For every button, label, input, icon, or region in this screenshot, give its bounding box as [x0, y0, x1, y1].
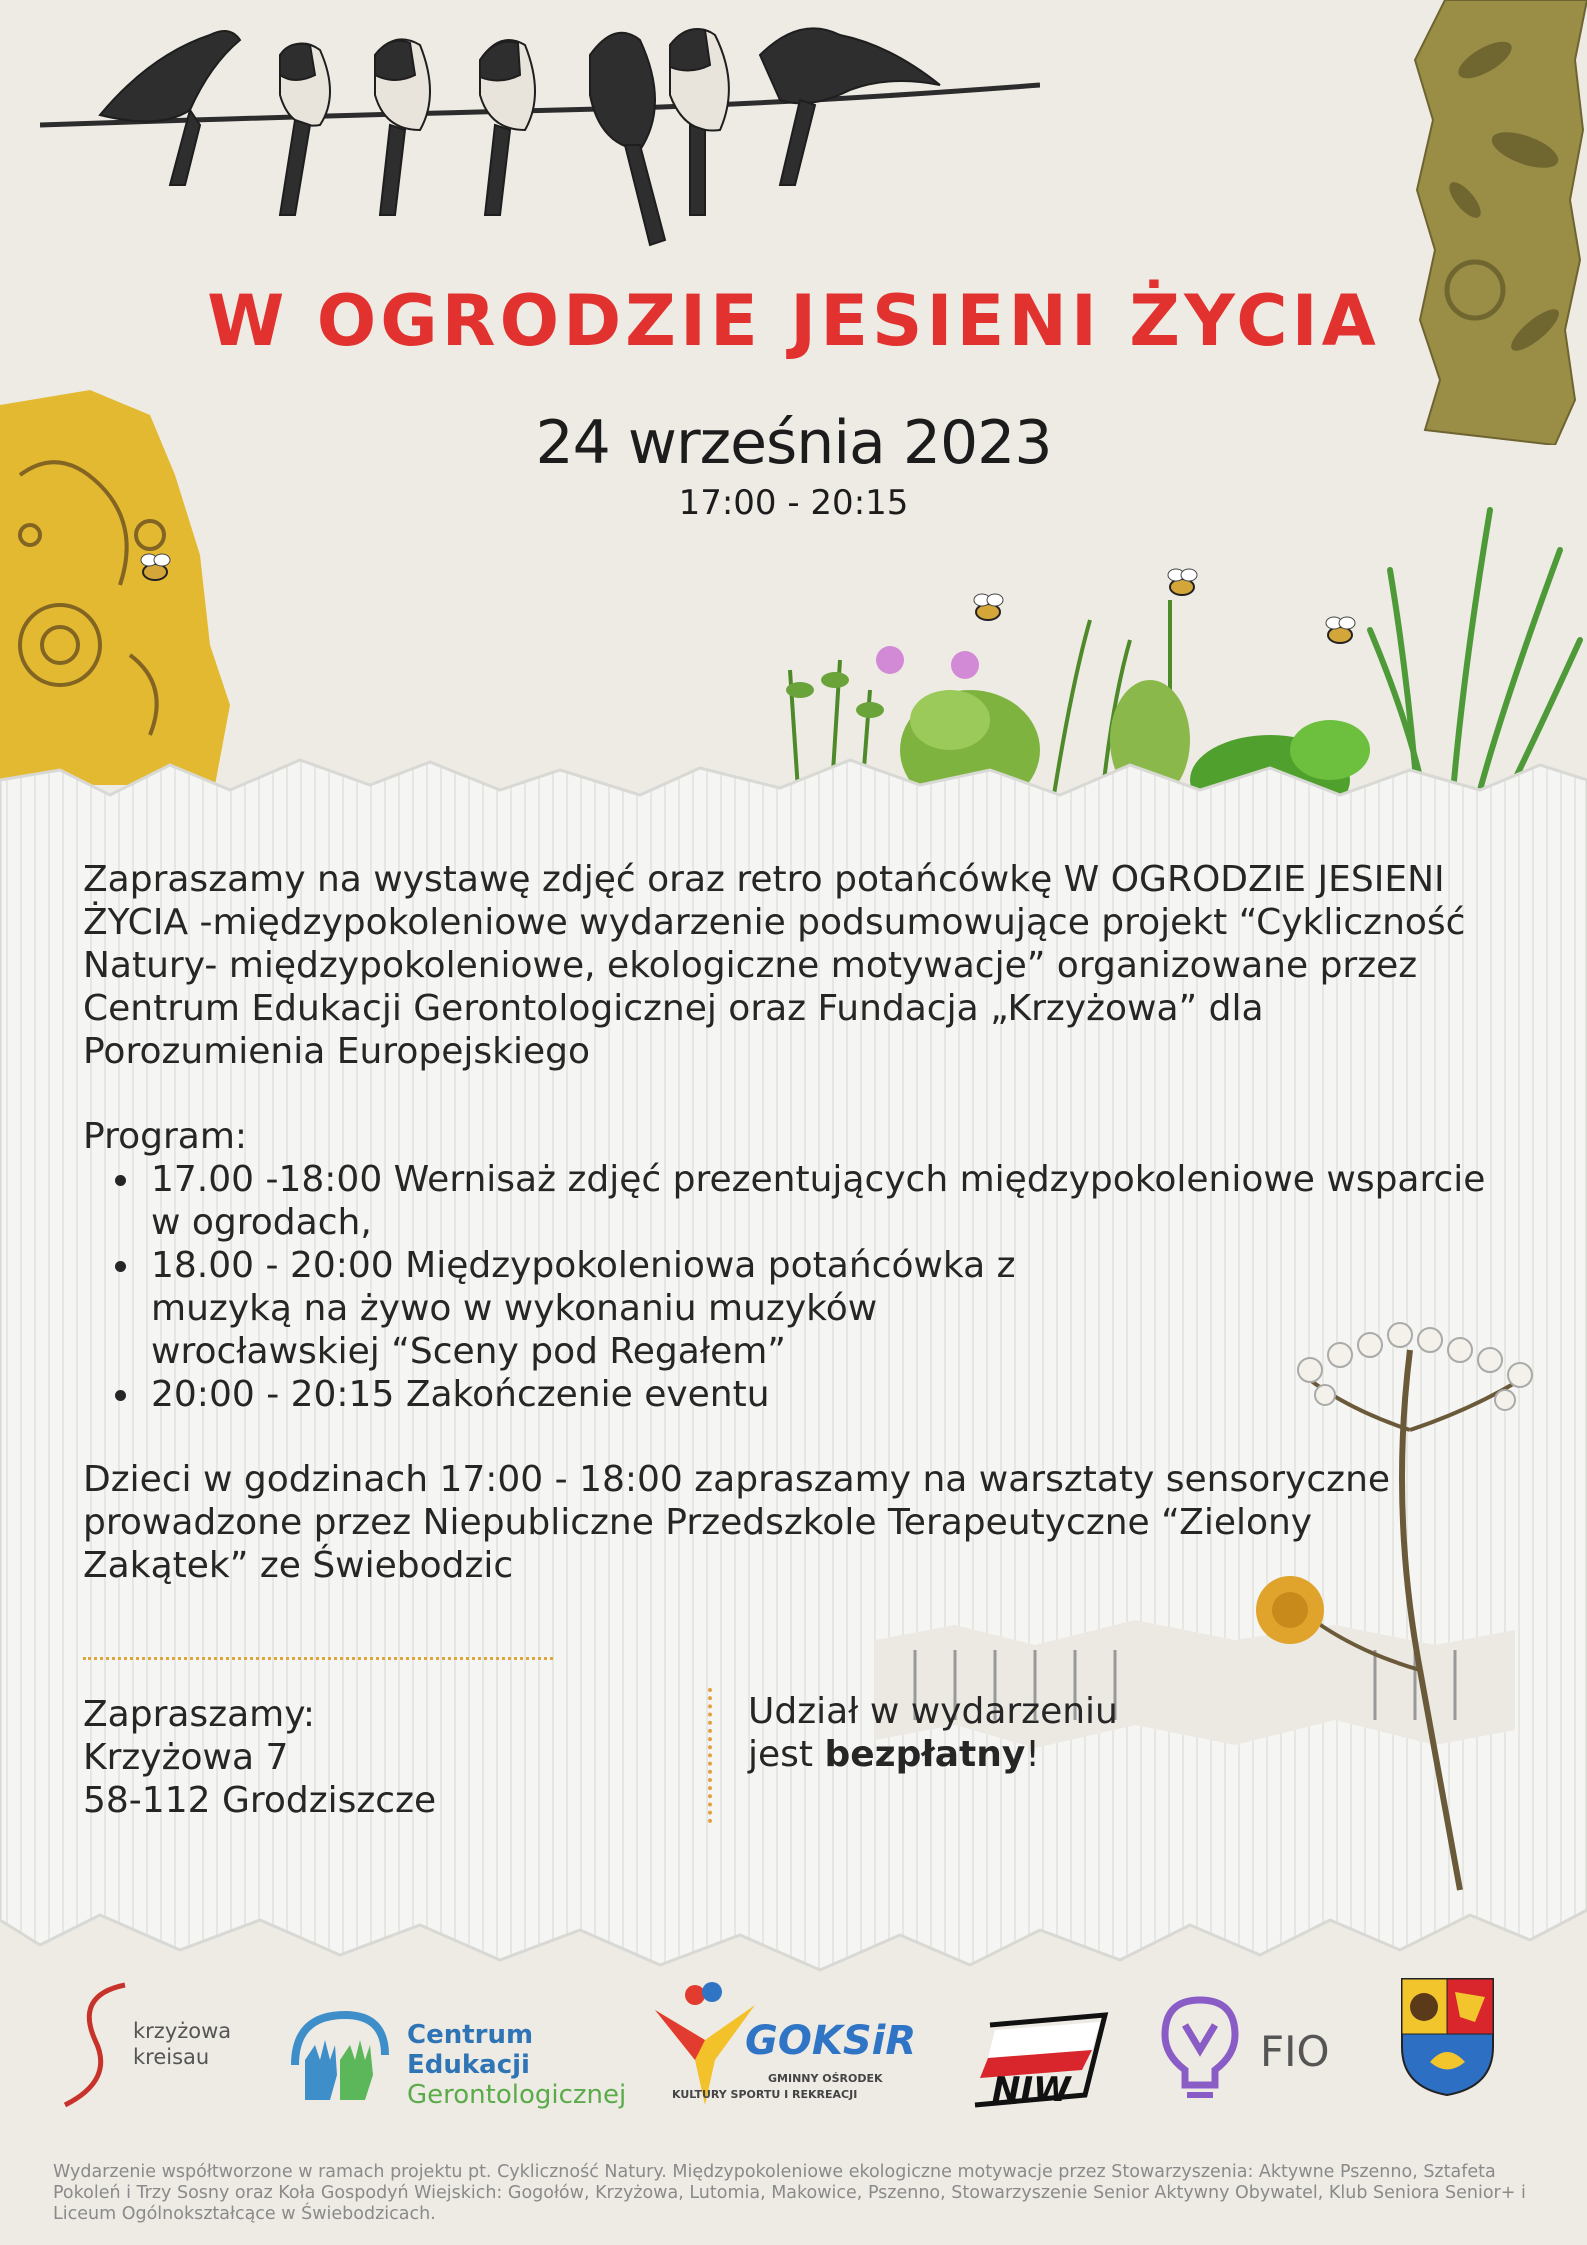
vertical-dotted-divider: [708, 1688, 712, 1823]
intro-text: Zapraszamy na wystawę zdjęć oraz retro potańcówkę W OGRODZIE JESIENI ŻYCIA -międzypokoleniowe wydarzenie podsumowujące projekt “Cykliczność Natury- międzypokoleniowe, ekologiczne motywacje” organizowane przez Centrum Edukacji Gerontologicznej oraz Fundacja „Krzyżowa” dla Porozumienia Europejskiego: [83, 859, 1466, 1072]
footer-note: Wydarzenie współtworzone w ramach projektu pt. Cykliczność Natury. Międzypokoleniowe ekologiczne motywacje przez Stowarzyszenia: Aktywne Pszenno, Sztafeta Pokoleń i Trzy Sosny oraz Koła Gospodyń Wiejskich: Gogołów, Krzyżowa, Lutomia, Makowice, Pszenno, Stowarzyszenie Senior Aktywny Obywatel, Klub Seniora Senior+ i Liceum Ogólnokształcące w Świebodzicach.: [53, 2162, 1526, 2224]
yellow-patterned-paper: [0, 385, 230, 785]
program-item: 17.00 -18:00 Wernisaż zdjęć prezentujących międzypokoleniowe wsparcie w ogrodach,: [83, 1158, 1503, 1244]
krzyzowa-logo-text: [133, 2018, 231, 2070]
krzyzowa-line1: krzyżowa: [133, 2019, 232, 2043]
ceg-line1: Centrum Edukacji: [407, 2020, 534, 2080]
niw-text: NIW: [992, 2070, 1071, 2110]
program-item: 20:00 - 20:15 Zakończenie eventu: [83, 1373, 1503, 1416]
event-title: W OGRODZIE JESIENI ŻYCIA: [207, 280, 1380, 362]
main-content: [83, 858, 1503, 1587]
patterned-paper-strip: [1405, 0, 1587, 445]
hands-icon: [285, 2005, 395, 2105]
free-label: bezpłatny: [824, 1734, 1026, 1775]
participation-prefix: jest: [748, 1734, 825, 1775]
swallows-on-wire: [40, 15, 1040, 265]
krzyzowa-line2: kreisau: [133, 2045, 210, 2069]
event-time: 17:00 - 20:15: [678, 483, 909, 523]
program-item: 18.00 - 20:00 Międzypokoleniowa potańcówka z muzyką na żywo w wykonaniu muzyków wrocławskiej “Sceny pod Regałem”: [83, 1244, 1503, 1373]
participation-note: [748, 1690, 1118, 1776]
event-date: 24 września 2023: [535, 408, 1052, 478]
coat-of-arms: [1400, 1977, 1495, 2097]
participation-line1: Udział w wydarzeniu: [748, 1691, 1118, 1732]
goksir-logo: [650, 1980, 930, 2110]
bee-icon: [135, 552, 175, 586]
ceg-line2: Gerontologicznej: [407, 2080, 627, 2110]
address-block: [83, 1693, 436, 1822]
lightbulb-icon: [1160, 1995, 1240, 2105]
goksir-name: GOKSiR: [745, 2018, 917, 2064]
program-label: Program:: [83, 1116, 248, 1157]
address-city: 58-112 Grodziszcze: [83, 1780, 437, 1821]
goksir-sub1: GMINNY OŚRODEK: [768, 2072, 883, 2085]
niw-logo: [970, 2010, 1110, 2110]
goksir-sub2: KULTURY SPORTU I REKREACJI: [672, 2088, 858, 2101]
krzyzowa-s-icon: [55, 1980, 135, 2110]
krzyzowa-logo: [55, 1980, 255, 2110]
participation-suffix: !: [1025, 1734, 1040, 1775]
dotted-divider: [83, 1657, 553, 1660]
address-invite: Zapraszamy:: [83, 1694, 316, 1735]
fio-text: FIO: [1260, 2027, 1330, 2076]
program-list: [83, 1158, 1503, 1416]
participation-line2: [748, 1733, 1118, 1776]
address-street: Krzyżowa 7: [83, 1737, 289, 1778]
partner-logos: [0, 1975, 1587, 2145]
ceg-logo-text: [407, 2020, 626, 2110]
kids-workshop-text: Dzieci w godzinach 17:00 - 18:00 zapraszamy na warsztaty sensoryczne prowadzone przez Niepubliczne Przedszkole Terapeutyczne “Zielony Zakątek” ze Świebodzic: [83, 1459, 1391, 1586]
ceg-logo: [285, 2005, 627, 2110]
fio-logo: [1160, 1995, 1350, 2105]
